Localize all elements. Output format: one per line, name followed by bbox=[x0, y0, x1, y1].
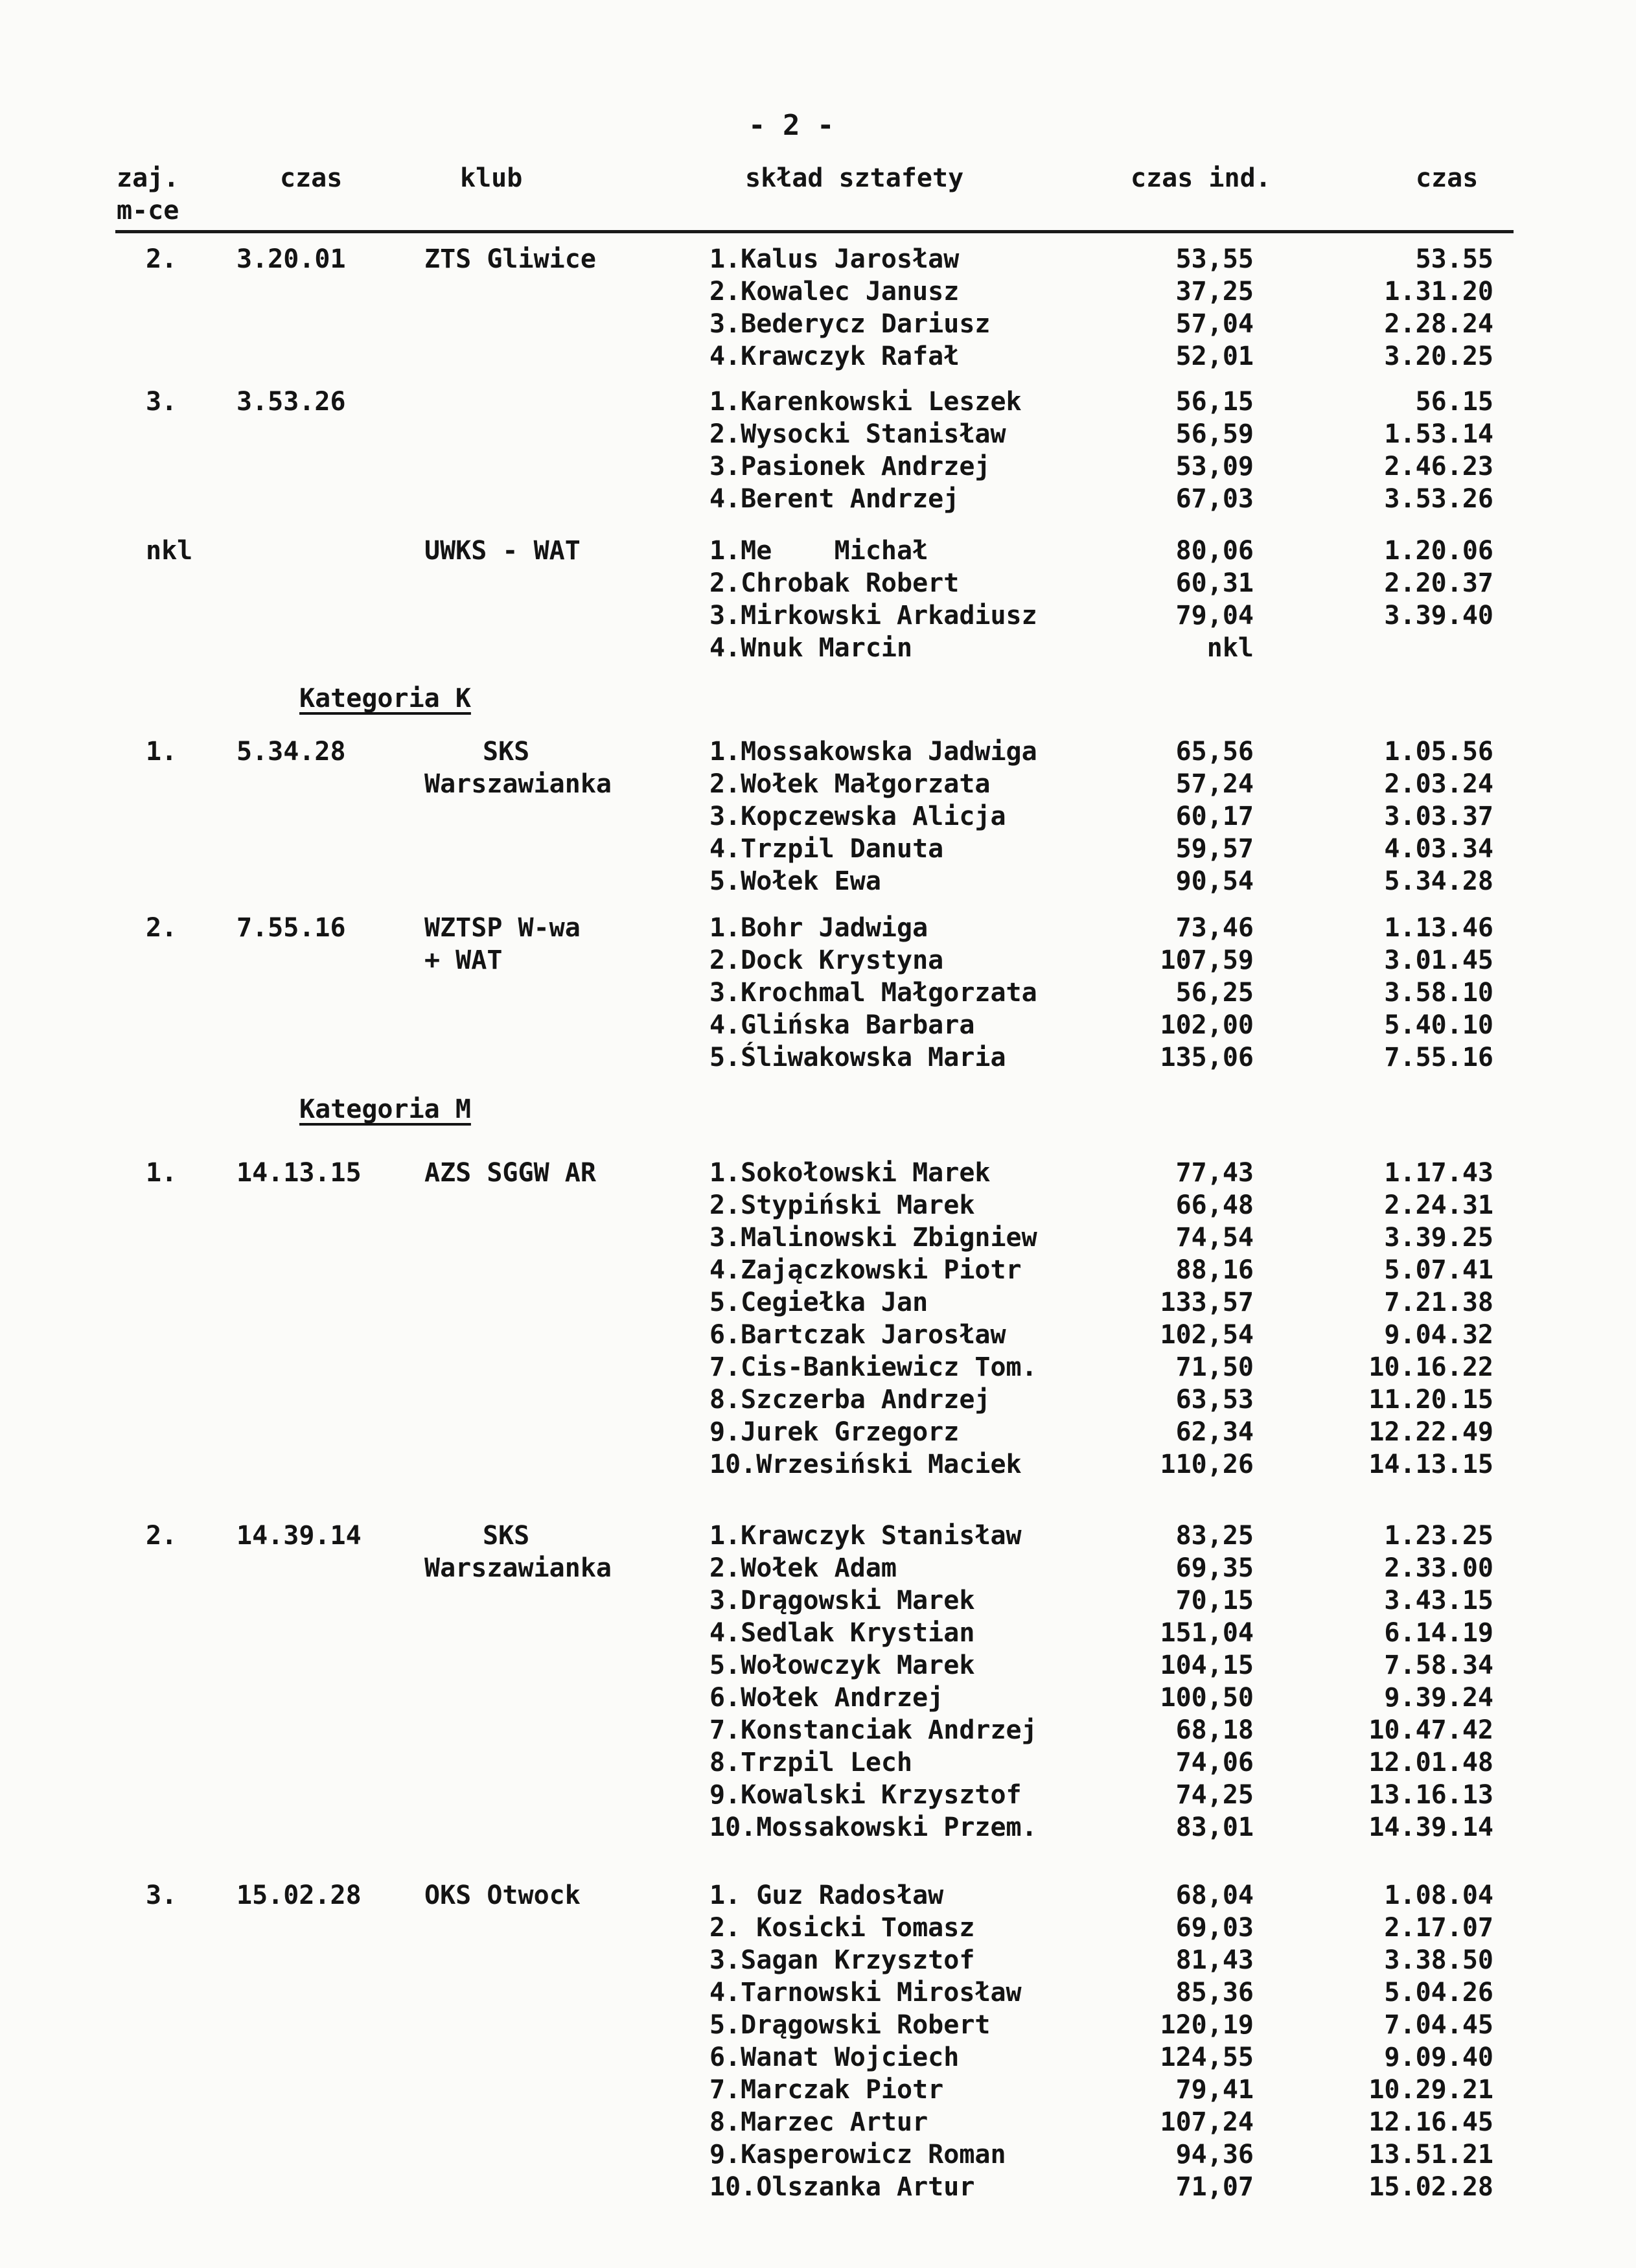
club-name: OKS Otwock bbox=[424, 1880, 581, 1910]
individual-time: 135,06 bbox=[1160, 1043, 1254, 1072]
individual-time: 67,03 bbox=[1175, 484, 1254, 514]
relay-member-name: 7.Konstanciak Andrzej bbox=[709, 1715, 1037, 1745]
individual-time: 107,59 bbox=[1160, 945, 1254, 975]
cumulative-time: 12.01.48 bbox=[1368, 1748, 1493, 1777]
cumulative-time: 10.16.22 bbox=[1368, 1352, 1493, 1382]
result-place: 1. bbox=[146, 737, 178, 767]
header-team: skład sztafety bbox=[745, 163, 964, 193]
relay-member-name: 3.Pasionek Andrzej bbox=[709, 452, 991, 481]
cumulative-time: 2.24.31 bbox=[1384, 1190, 1493, 1220]
relay-member-name: 2.Wołek Małgorzata bbox=[709, 769, 991, 799]
individual-time: 60,17 bbox=[1175, 802, 1254, 831]
relay-member-name: 2.Kowalec Janusz bbox=[709, 277, 960, 307]
category-m-title: Kategoria M bbox=[299, 1094, 471, 1124]
relay-member-name: 5.Śliwakowska Maria bbox=[709, 1043, 1006, 1072]
relay-member-name: 3.Sagan Krzysztof bbox=[709, 1945, 975, 1975]
result-total-time: 14.13.15 bbox=[236, 1158, 362, 1188]
club-name: SKS bbox=[483, 737, 530, 767]
cumulative-time: 9.09.40 bbox=[1384, 2042, 1493, 2072]
cumulative-time: 13.16.13 bbox=[1368, 1780, 1493, 1810]
cumulative-time: 9.39.24 bbox=[1384, 1683, 1493, 1713]
cumulative-time: 2.33.00 bbox=[1384, 1553, 1493, 1583]
cumulative-time: 7.21.38 bbox=[1384, 1288, 1493, 1317]
cumulative-time: 1.17.43 bbox=[1384, 1158, 1493, 1188]
individual-time: 37,25 bbox=[1175, 277, 1254, 307]
relay-member-name: 2.Stypiński Marek bbox=[709, 1190, 975, 1220]
individual-time: 88,16 bbox=[1175, 1255, 1254, 1285]
relay-member-name: 8.Szczerba Andrzej bbox=[709, 1385, 991, 1415]
individual-time: nkl bbox=[1206, 633, 1254, 663]
relay-member-name: 2. Kosicki Tomasz bbox=[709, 1913, 975, 1943]
individual-time: 65,56 bbox=[1175, 737, 1254, 767]
relay-member-name: 8.Marzec Artur bbox=[709, 2107, 928, 2137]
individual-time: 71,50 bbox=[1175, 1352, 1254, 1382]
individual-time: 77,43 bbox=[1175, 1158, 1254, 1188]
relay-member-name: 7.Cis-Bankiewicz Tom. bbox=[709, 1352, 1037, 1382]
cumulative-time: 2.28.24 bbox=[1384, 309, 1493, 339]
cumulative-time: 3.38.50 bbox=[1384, 1945, 1493, 1975]
club-name: ZTS Gliwice bbox=[424, 244, 596, 274]
individual-time: 69,35 bbox=[1175, 1553, 1254, 1583]
cumulative-time: 13.51.21 bbox=[1368, 2140, 1493, 2170]
relay-member-name: 8.Trzpil Lech bbox=[709, 1748, 913, 1777]
club-name: Warszawianka bbox=[424, 769, 612, 799]
cumulative-time: 53.55 bbox=[1415, 244, 1493, 274]
relay-member-name: 4.Wnuk Marcin bbox=[709, 633, 913, 663]
individual-time: 59,57 bbox=[1175, 834, 1254, 864]
relay-member-name: 10.Wrzesiński Maciek bbox=[709, 1450, 1022, 1479]
result-total-time: 3.20.01 bbox=[236, 244, 346, 274]
relay-member-name: 1.Bohr Jadwiga bbox=[709, 913, 928, 943]
individual-time: 120,19 bbox=[1160, 2010, 1254, 2040]
individual-time: 71,07 bbox=[1175, 2172, 1254, 2202]
individual-time: 68,04 bbox=[1175, 1880, 1254, 1910]
relay-member-name: 1.Karenkowski Leszek bbox=[709, 387, 1022, 417]
relay-member-name: 1.Me Michał bbox=[709, 536, 928, 566]
individual-time: 83,01 bbox=[1175, 1812, 1254, 1842]
relay-member-name: 1.Kalus Jarosław bbox=[709, 244, 960, 274]
relay-member-name: 1.Sokołowski Marek bbox=[709, 1158, 991, 1188]
individual-time: 53,55 bbox=[1175, 244, 1254, 274]
cumulative-time: 15.02.28 bbox=[1368, 2172, 1493, 2202]
individual-time: 74,06 bbox=[1175, 1748, 1254, 1777]
cumulative-time: 11.20.15 bbox=[1368, 1385, 1493, 1415]
individual-time: 62,34 bbox=[1175, 1417, 1254, 1447]
individual-time: 124,55 bbox=[1160, 2042, 1254, 2072]
cumulative-time: 3.58.10 bbox=[1384, 978, 1493, 1008]
cumulative-time: 6.14.19 bbox=[1384, 1618, 1493, 1648]
individual-time: 79,04 bbox=[1175, 601, 1254, 631]
header-rule bbox=[115, 230, 1514, 233]
club-name: AZS SGGW AR bbox=[424, 1158, 596, 1188]
cumulative-time: 56.15 bbox=[1415, 387, 1493, 417]
individual-time: 56,15 bbox=[1175, 387, 1254, 417]
individual-time: 66,48 bbox=[1175, 1190, 1254, 1220]
relay-member-name: 2.Wołek Adam bbox=[709, 1553, 897, 1583]
relay-member-name: 3.Drągowski Marek bbox=[709, 1586, 975, 1615]
relay-member-name: 3.Bederycz Dariusz bbox=[709, 309, 991, 339]
relay-member-name: 5.Wołek Ewa bbox=[709, 866, 881, 896]
club-name: UWKS - WAT bbox=[424, 536, 581, 566]
relay-member-name: 2.Dock Krystyna bbox=[709, 945, 944, 975]
result-place: 3. bbox=[146, 1880, 178, 1910]
club-name: + WAT bbox=[424, 945, 503, 975]
cumulative-time: 4.03.34 bbox=[1384, 834, 1493, 864]
club-name: WZTSP W-wa bbox=[424, 913, 581, 943]
individual-time: 63,53 bbox=[1175, 1385, 1254, 1415]
result-total-time: 15.02.28 bbox=[236, 1880, 362, 1910]
individual-time: 100,50 bbox=[1160, 1683, 1254, 1713]
relay-member-name: 4.Krawczyk Rafał bbox=[709, 341, 960, 371]
relay-member-name: 6.Wołek Andrzej bbox=[709, 1683, 944, 1713]
individual-time: 81,43 bbox=[1175, 1945, 1254, 1975]
cumulative-time: 3.20.25 bbox=[1384, 341, 1493, 371]
cumulative-time: 1.05.56 bbox=[1384, 737, 1493, 767]
individual-time: 104,15 bbox=[1160, 1650, 1254, 1680]
cumulative-time: 10.47.42 bbox=[1368, 1715, 1493, 1745]
relay-member-name: 10.Mossakowski Przem. bbox=[709, 1812, 1037, 1842]
result-place: nkl bbox=[146, 536, 193, 566]
result-total-time: 3.53.26 bbox=[236, 387, 346, 417]
relay-member-name: 6.Wanat Wojciech bbox=[709, 2042, 960, 2072]
cumulative-time: 3.39.40 bbox=[1384, 601, 1493, 631]
individual-time: 80,06 bbox=[1175, 536, 1254, 566]
relay-member-name: 1. Guz Radosław bbox=[709, 1880, 944, 1910]
relay-member-name: 6.Bartczak Jarosław bbox=[709, 1320, 1006, 1350]
relay-member-name: 4.Trzpil Danuta bbox=[709, 834, 944, 864]
relay-member-name: 2.Chrobak Robert bbox=[709, 568, 960, 598]
relay-member-name: 3.Kopczewska Alicja bbox=[709, 802, 1006, 831]
relay-member-name: 4.Zajączkowski Piotr bbox=[709, 1255, 1022, 1285]
individual-time: 102,54 bbox=[1160, 1320, 1254, 1350]
individual-time: 151,04 bbox=[1160, 1618, 1254, 1648]
relay-member-name: 5.Wołowczyk Marek bbox=[709, 1650, 975, 1680]
individual-time: 56,59 bbox=[1175, 419, 1254, 449]
club-name: SKS bbox=[483, 1521, 530, 1551]
relay-member-name: 1.Mossakowska Jadwiga bbox=[709, 737, 1037, 767]
result-place: 3. bbox=[146, 387, 178, 417]
cumulative-time: 10.29.21 bbox=[1368, 2075, 1493, 2105]
header-club: klub bbox=[460, 163, 523, 193]
individual-time: 102,00 bbox=[1160, 1010, 1254, 1040]
cumulative-time: 2.46.23 bbox=[1384, 452, 1493, 481]
relay-member-name: 3.Malinowski Zbigniew bbox=[709, 1223, 1037, 1253]
cumulative-time: 1.20.06 bbox=[1384, 536, 1493, 566]
header-cumulative-time: czas bbox=[1416, 163, 1479, 193]
cumulative-time: 1.31.20 bbox=[1384, 277, 1493, 307]
individual-time: 56,25 bbox=[1175, 978, 1254, 1008]
result-place: 2. bbox=[146, 1521, 178, 1551]
individual-time: 79,41 bbox=[1175, 2075, 1254, 2105]
individual-time: 83,25 bbox=[1175, 1521, 1254, 1551]
cumulative-time: 5.40.10 bbox=[1384, 1010, 1493, 1040]
relay-member-name: 9.Kasperowicz Roman bbox=[709, 2140, 1006, 2170]
cumulative-time: 12.16.45 bbox=[1368, 2107, 1493, 2137]
result-total-time: 7.55.16 bbox=[236, 913, 346, 943]
individual-time: 73,46 bbox=[1175, 913, 1254, 943]
individual-time: 52,01 bbox=[1175, 341, 1254, 371]
header-place: zaj. bbox=[117, 163, 179, 193]
individual-time: 110,26 bbox=[1160, 1450, 1254, 1479]
individual-time: 69,03 bbox=[1175, 1913, 1254, 1943]
relay-member-name: 1.Krawczyk Stanisław bbox=[709, 1521, 1022, 1551]
individual-time: 133,57 bbox=[1160, 1288, 1254, 1317]
relay-member-name: 9.Kowalski Krzysztof bbox=[709, 1780, 1022, 1810]
relay-member-name: 3.Mirkowski Arkadiusz bbox=[709, 601, 1037, 631]
header-place-line2: m-ce bbox=[117, 196, 179, 226]
cumulative-time: 5.04.26 bbox=[1384, 1978, 1493, 2008]
cumulative-time: 12.22.49 bbox=[1368, 1417, 1493, 1447]
relay-member-name: 4.Tarnowski Mirosław bbox=[709, 1978, 1022, 2008]
cumulative-time: 2.03.24 bbox=[1384, 769, 1493, 799]
result-place: 2. bbox=[146, 913, 178, 943]
cumulative-time: 1.08.04 bbox=[1384, 1880, 1493, 1910]
relay-member-name: 9.Jurek Grzegorz bbox=[709, 1417, 960, 1447]
cumulative-time: 2.20.37 bbox=[1384, 568, 1493, 598]
header-time: czas bbox=[280, 163, 343, 193]
relay-member-name: 4.Glińska Barbara bbox=[709, 1010, 975, 1040]
individual-time: 57,24 bbox=[1175, 769, 1254, 799]
cumulative-time: 7.04.45 bbox=[1384, 2010, 1493, 2040]
relay-member-name: 4.Sedlak Krystian bbox=[709, 1618, 975, 1648]
relay-member-name: 2.Wysocki Stanisław bbox=[709, 419, 1006, 449]
relay-member-name: 4.Berent Andrzej bbox=[709, 484, 960, 514]
individual-time: 74,25 bbox=[1175, 1780, 1254, 1810]
relay-member-name: 5.Drągowski Robert bbox=[709, 2010, 991, 2040]
cumulative-time: 1.53.14 bbox=[1384, 419, 1493, 449]
relay-member-name: 3.Krochmal Małgorzata bbox=[709, 978, 1037, 1008]
result-place: 2. bbox=[146, 244, 178, 274]
cumulative-time: 3.43.15 bbox=[1384, 1586, 1493, 1615]
cumulative-time: 14.39.14 bbox=[1368, 1812, 1493, 1842]
cumulative-time: 9.04.32 bbox=[1384, 1320, 1493, 1350]
cumulative-time: 7.58.34 bbox=[1384, 1650, 1493, 1680]
individual-time: 74,54 bbox=[1175, 1223, 1254, 1253]
result-total-time: 14.39.14 bbox=[236, 1521, 362, 1551]
individual-time: 107,24 bbox=[1160, 2107, 1254, 2137]
individual-time: 68,18 bbox=[1175, 1715, 1254, 1745]
page-number: - 2 - bbox=[748, 109, 835, 142]
individual-time: 53,09 bbox=[1175, 452, 1254, 481]
cumulative-time: 14.13.15 bbox=[1368, 1450, 1493, 1479]
individual-time: 60,31 bbox=[1175, 568, 1254, 598]
individual-time: 57,04 bbox=[1175, 309, 1254, 339]
cumulative-time: 3.01.45 bbox=[1384, 945, 1493, 975]
cumulative-time: 3.53.26 bbox=[1384, 484, 1493, 514]
cumulative-time: 1.23.25 bbox=[1384, 1521, 1493, 1551]
relay-member-name: 7.Marczak Piotr bbox=[709, 2075, 944, 2105]
individual-time: 94,36 bbox=[1175, 2140, 1254, 2170]
header-individual-time: czas ind. bbox=[1131, 163, 1271, 193]
cumulative-time: 5.34.28 bbox=[1384, 866, 1493, 896]
cumulative-time: 3.03.37 bbox=[1384, 802, 1493, 831]
result-total-time: 5.34.28 bbox=[236, 737, 346, 767]
club-name: Warszawianka bbox=[424, 1553, 612, 1583]
individual-time: 90,54 bbox=[1175, 866, 1254, 896]
category-k-title: Kategoria K bbox=[299, 684, 471, 713]
cumulative-time: 3.39.25 bbox=[1384, 1223, 1493, 1253]
cumulative-time: 2.17.07 bbox=[1384, 1913, 1493, 1943]
cumulative-time: 5.07.41 bbox=[1384, 1255, 1493, 1285]
cumulative-time: 7.55.16 bbox=[1384, 1043, 1493, 1072]
relay-member-name: 5.Cegiełka Jan bbox=[709, 1288, 928, 1317]
result-place: 1. bbox=[146, 1158, 178, 1188]
individual-time: 85,36 bbox=[1175, 1978, 1254, 2008]
relay-member-name: 10.Olszanka Artur bbox=[709, 2172, 975, 2202]
cumulative-time: 1.13.46 bbox=[1384, 913, 1493, 943]
individual-time: 70,15 bbox=[1175, 1586, 1254, 1615]
